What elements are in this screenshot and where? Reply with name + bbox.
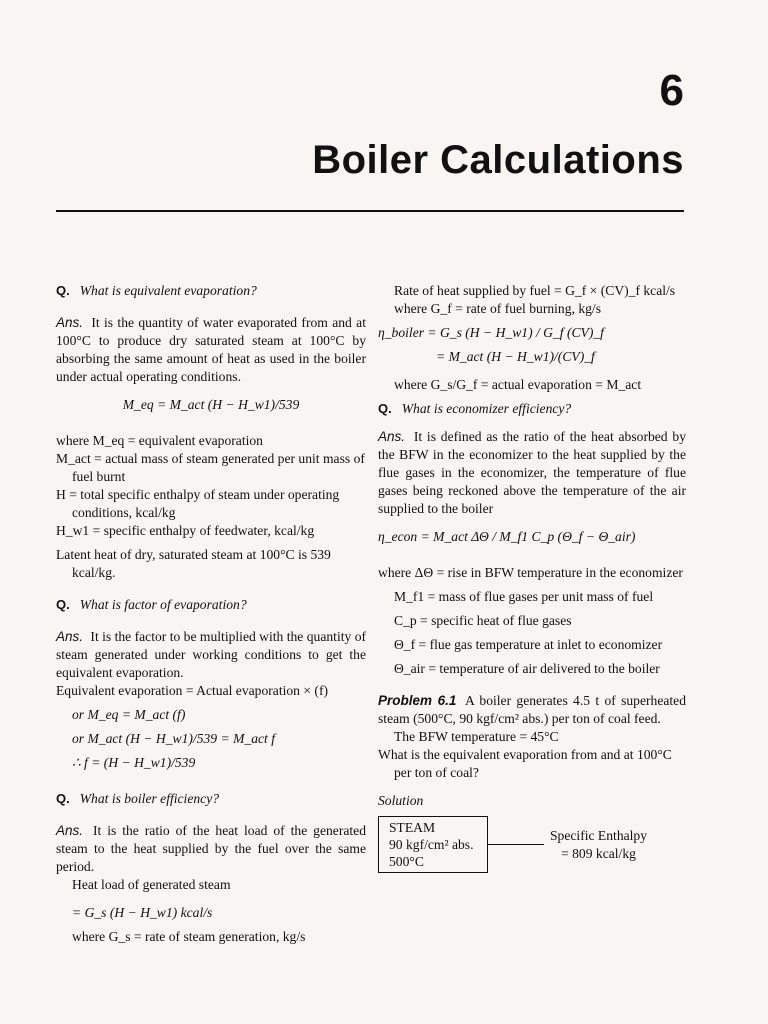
equation-eta-boiler: η_boiler = G_s (H − H_w1) / G_f (CV)_f	[378, 325, 604, 340]
equivalent-evaporation-relation: Equivalent evaporation = Actual evaporation × (f)	[56, 683, 329, 698]
equation-or-2: or M_act (H − H_w1)/539 = M_act f	[72, 731, 275, 746]
definition-delta-theta: where ΔΘ = rise in BFW temperature in the economizer	[378, 565, 683, 580]
question-factor-evaporation: Q. What is factor of evaporation?	[56, 597, 247, 612]
steam-box-temperature: 500°C	[389, 854, 424, 869]
answer-economizer-efficiency: Ans. It is defined as the ratio of the heat absorbed by the BFW in the economizer to the heat supplied by the flue gases in the economizer, the temperature of flue gases being reckoned above the temperature of the air supplied to the boiler	[378, 429, 686, 516]
bfw-temperature: The BFW temperature = 45°C	[394, 729, 559, 744]
equation-therefore: ∴ f = (H − H_w1)/539	[72, 755, 196, 770]
equation-meq: M_eq = M_act (H − H_w1)/539	[122, 397, 300, 412]
latent-heat-note: Latent heat of dry, saturated steam at 100°C is 539 kcal/kg.	[56, 547, 331, 580]
definition-meq: where M_eq = equivalent evaporation	[56, 433, 263, 448]
answer-boiler-efficiency: Ans. It is the ratio of the heat load of the generated steam to the heat supplied by the fuel over the same period.	[56, 823, 367, 874]
definition-hw: H_w1 = specific enthalpy of feedwater, kcal/kg	[56, 523, 315, 538]
rate-heat-supplied: Rate of heat supplied by fuel = G_f × (CV)_f kcal/s	[394, 283, 676, 298]
equation-or-1: or M_eq = M_act (f)	[72, 707, 186, 722]
definition-mact: M_act = actual mass of steam generated per unit mass of fuel burnt	[56, 451, 365, 484]
definition-gf: where G_f = rate of fuel burning, kg/s	[394, 301, 601, 316]
question-equivalent-evaporation: Q. What is equivalent evaporation?	[56, 283, 257, 298]
heat-load-equation: = G_s (H − H_w1) kcal/s	[72, 905, 213, 920]
chapter-title: Boiler Calculations	[312, 138, 684, 182]
definition-gs: where G_s = rate of steam generation, kg/s	[72, 929, 306, 944]
specific-enthalpy-label: Specific Enthalpy	[550, 827, 648, 843]
left-column	[56, 282, 366, 946]
answer-factor-evaporation: Ans. It is the factor to be multiplied with the quantity of steam generated under working conditions to get the equivalent evaporation.	[56, 629, 367, 680]
steam-diagram	[378, 816, 686, 873]
specific-enthalpy-value: = 809 kcal/kg	[561, 845, 636, 861]
question-boiler-efficiency: Q. What is boiler efficiency?	[56, 791, 220, 806]
solution-label: Solution	[378, 793, 424, 808]
title-rule	[56, 210, 684, 212]
definition-actual-evaporation: where G_s/G_f = actual evaporation = M_act	[394, 377, 642, 392]
definition-cp: C_p = specific heat of flue gases	[394, 613, 572, 628]
definition-theta-air: Θ_air = temperature of air delivered to the boiler	[394, 661, 660, 676]
chapter-number: 6	[659, 66, 684, 115]
equation-eta-econ: η_econ = M_act ΔΘ / M_f1 C_p (Θ_f − Θ_air)	[378, 529, 636, 544]
heat-load-label: Heat load of generated steam	[72, 877, 231, 892]
problem-statement: Problem 6.1 A boiler generates 4.5 t of superheated steam (500°C, 90 kgf/cm² abs.) per ton of coal feed.	[378, 693, 686, 726]
definition-h: H = total specific enthalpy of steam under operating conditions, kcal/kg	[56, 487, 340, 520]
steam-connector-line	[488, 844, 544, 845]
answer-equivalent-evaporation: Ans. It is the quantity of water evaporated from and at 100°C to produce dry saturated steam at 100°C by absorbing the same amount of heat as used in the boiler under actual operating conditions.	[56, 315, 366, 384]
steam-box-pressure: 90 kgf/cm² abs.	[389, 837, 474, 852]
equation-eta-boiler-2: = M_act (H − H_w1)/(CV)_f	[436, 349, 595, 364]
right-column	[378, 282, 686, 873]
problem-question: What is the equivalent evaporation from and at 100°C per ton of coal?	[378, 747, 672, 780]
definition-mf: M_f1 = mass of flue gases per unit mass of fuel	[394, 589, 654, 604]
steam-box	[378, 816, 488, 873]
question-economizer-efficiency: Q. What is economizer efficiency?	[378, 401, 572, 416]
definition-theta-f: Θ_f = flue gas temperature at inlet to economizer	[394, 637, 663, 652]
specific-enthalpy	[550, 827, 647, 863]
steam-box-title: STEAM	[389, 820, 436, 835]
